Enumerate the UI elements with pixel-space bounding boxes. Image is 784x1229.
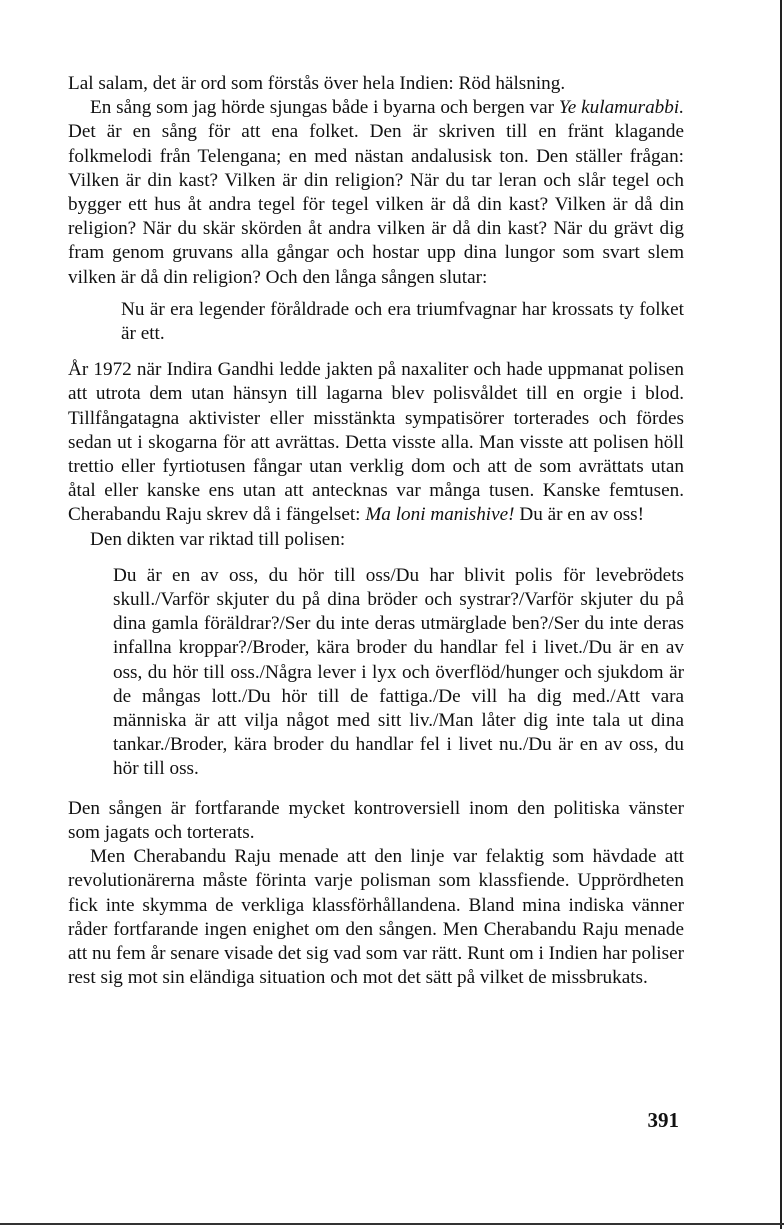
page-edge-bottom	[0, 1223, 784, 1225]
page-body	[68, 72, 684, 990]
paragraph-song-text-end: Det är en sång för att ena folket. Den är skriven till en fränt klagande folkmelodi från Telengana; en med nästan andalusisk ton. Den ställer frågan: Vilken är din kast? Vilken är din religion? När du tar leran och slår tegel och bygger ett hus åt andra tegel för tegel vilken är då din kast? Vilken är då din religion? När du skär skörden åt andra vilken är då din kast? När du grävt dig fram genom gruvans alla gångar och hostar upp dina lungor som svart slem vilken är då din religion? Och den långa sången slutar:	[68, 121, 684, 288]
paragraph-song	[68, 96, 684, 290]
paragraph-1972	[68, 358, 684, 527]
poem-title: Ma loni manishive!	[365, 504, 515, 526]
paragraph-poem-intro: Den dikten var riktad till polisen:	[90, 528, 346, 550]
paragraph-raju-line: Men Cherabandu Raju menade att den linje var felaktig som hävdade att revolutionärerna måste förinta varje polisman som klassfiende. Upprördheten fick inte skymma de verkliga klassförhållandena. Bland mina indiska vänner råder fortfarande ingen enighet om den sången. Men Cherabandu Raju menade att nu fem år senare visade det sig vad som var rätt. Runt om i Indien har poliser rest sig mot sin eländiga situation och mot det sätt på vilket de missbrukats.	[68, 846, 684, 989]
page-number: 391	[647, 1108, 679, 1132]
quote-legends: Nu är era legender föråldrade och era triumfvagnar har krossats ty folket är ett.	[121, 298, 684, 345]
paragraph-1972-text-end: Du är en av oss!	[514, 504, 645, 526]
page-edge-right	[780, 0, 782, 1229]
paragraph-lal-salam: Lal salam, det är ord som förstås över hela Indien: Röd hälsning.	[68, 73, 566, 94]
song-title: Ye kulamurabbi.	[558, 97, 684, 119]
paragraph-song-text-start: En sång som jag hörde sjungas både i byarna och bergen var	[90, 97, 559, 119]
quote-poem: Du är en av oss, du hör till oss/Du har blivit polis för levebrödets skull./Varför skjuter du på dina bröder och systrar?/Varför skjuter du på dina gamla föräldrar?/Ser du inte deras utmärglade ben?/Ser du inte deras infallna kroppar?/Broder, kära broder du handlar fel i livet./Du är en av oss, du hör till oss./Några lever i lyx och överflöd/hunger och sjukdom är de mångas lott./Du hör till de fattiga./De vill ha dig med./Att vara människa är att vilja något med sitt liv./Man låter dig inte tala ut dina tankar./Broder, kära broder du handlar fel i livet nu./Du är en av oss, du hör till oss.	[113, 564, 684, 780]
paragraph-controversy: Den sången är fortfarande mycket kontroversiell inom den politiska vänster som jagats och torterats.	[68, 797, 684, 843]
paragraph-1972-text-start: År 1972 när Indira Gandhi ledde jakten på naxaliter och hade uppmanat polisen att utrota dem utan hänsyn till lagarna blev polisvåldet till en orgie i blod. Tillfångatagna aktivister eller misstänkta sympatisörer torterades och fördes sedan ut i skogarna för att avrättas. Detta visste alla. Man visste att polisen höll trettio eller fyrtiotusen fångar utan verklig dom och att de som avrättats utan åtal eller kanske ens utan att antecknas var många tusen. Kanske femtusen. Cherabandu Raju skrev då i fängelset:	[68, 359, 684, 526]
